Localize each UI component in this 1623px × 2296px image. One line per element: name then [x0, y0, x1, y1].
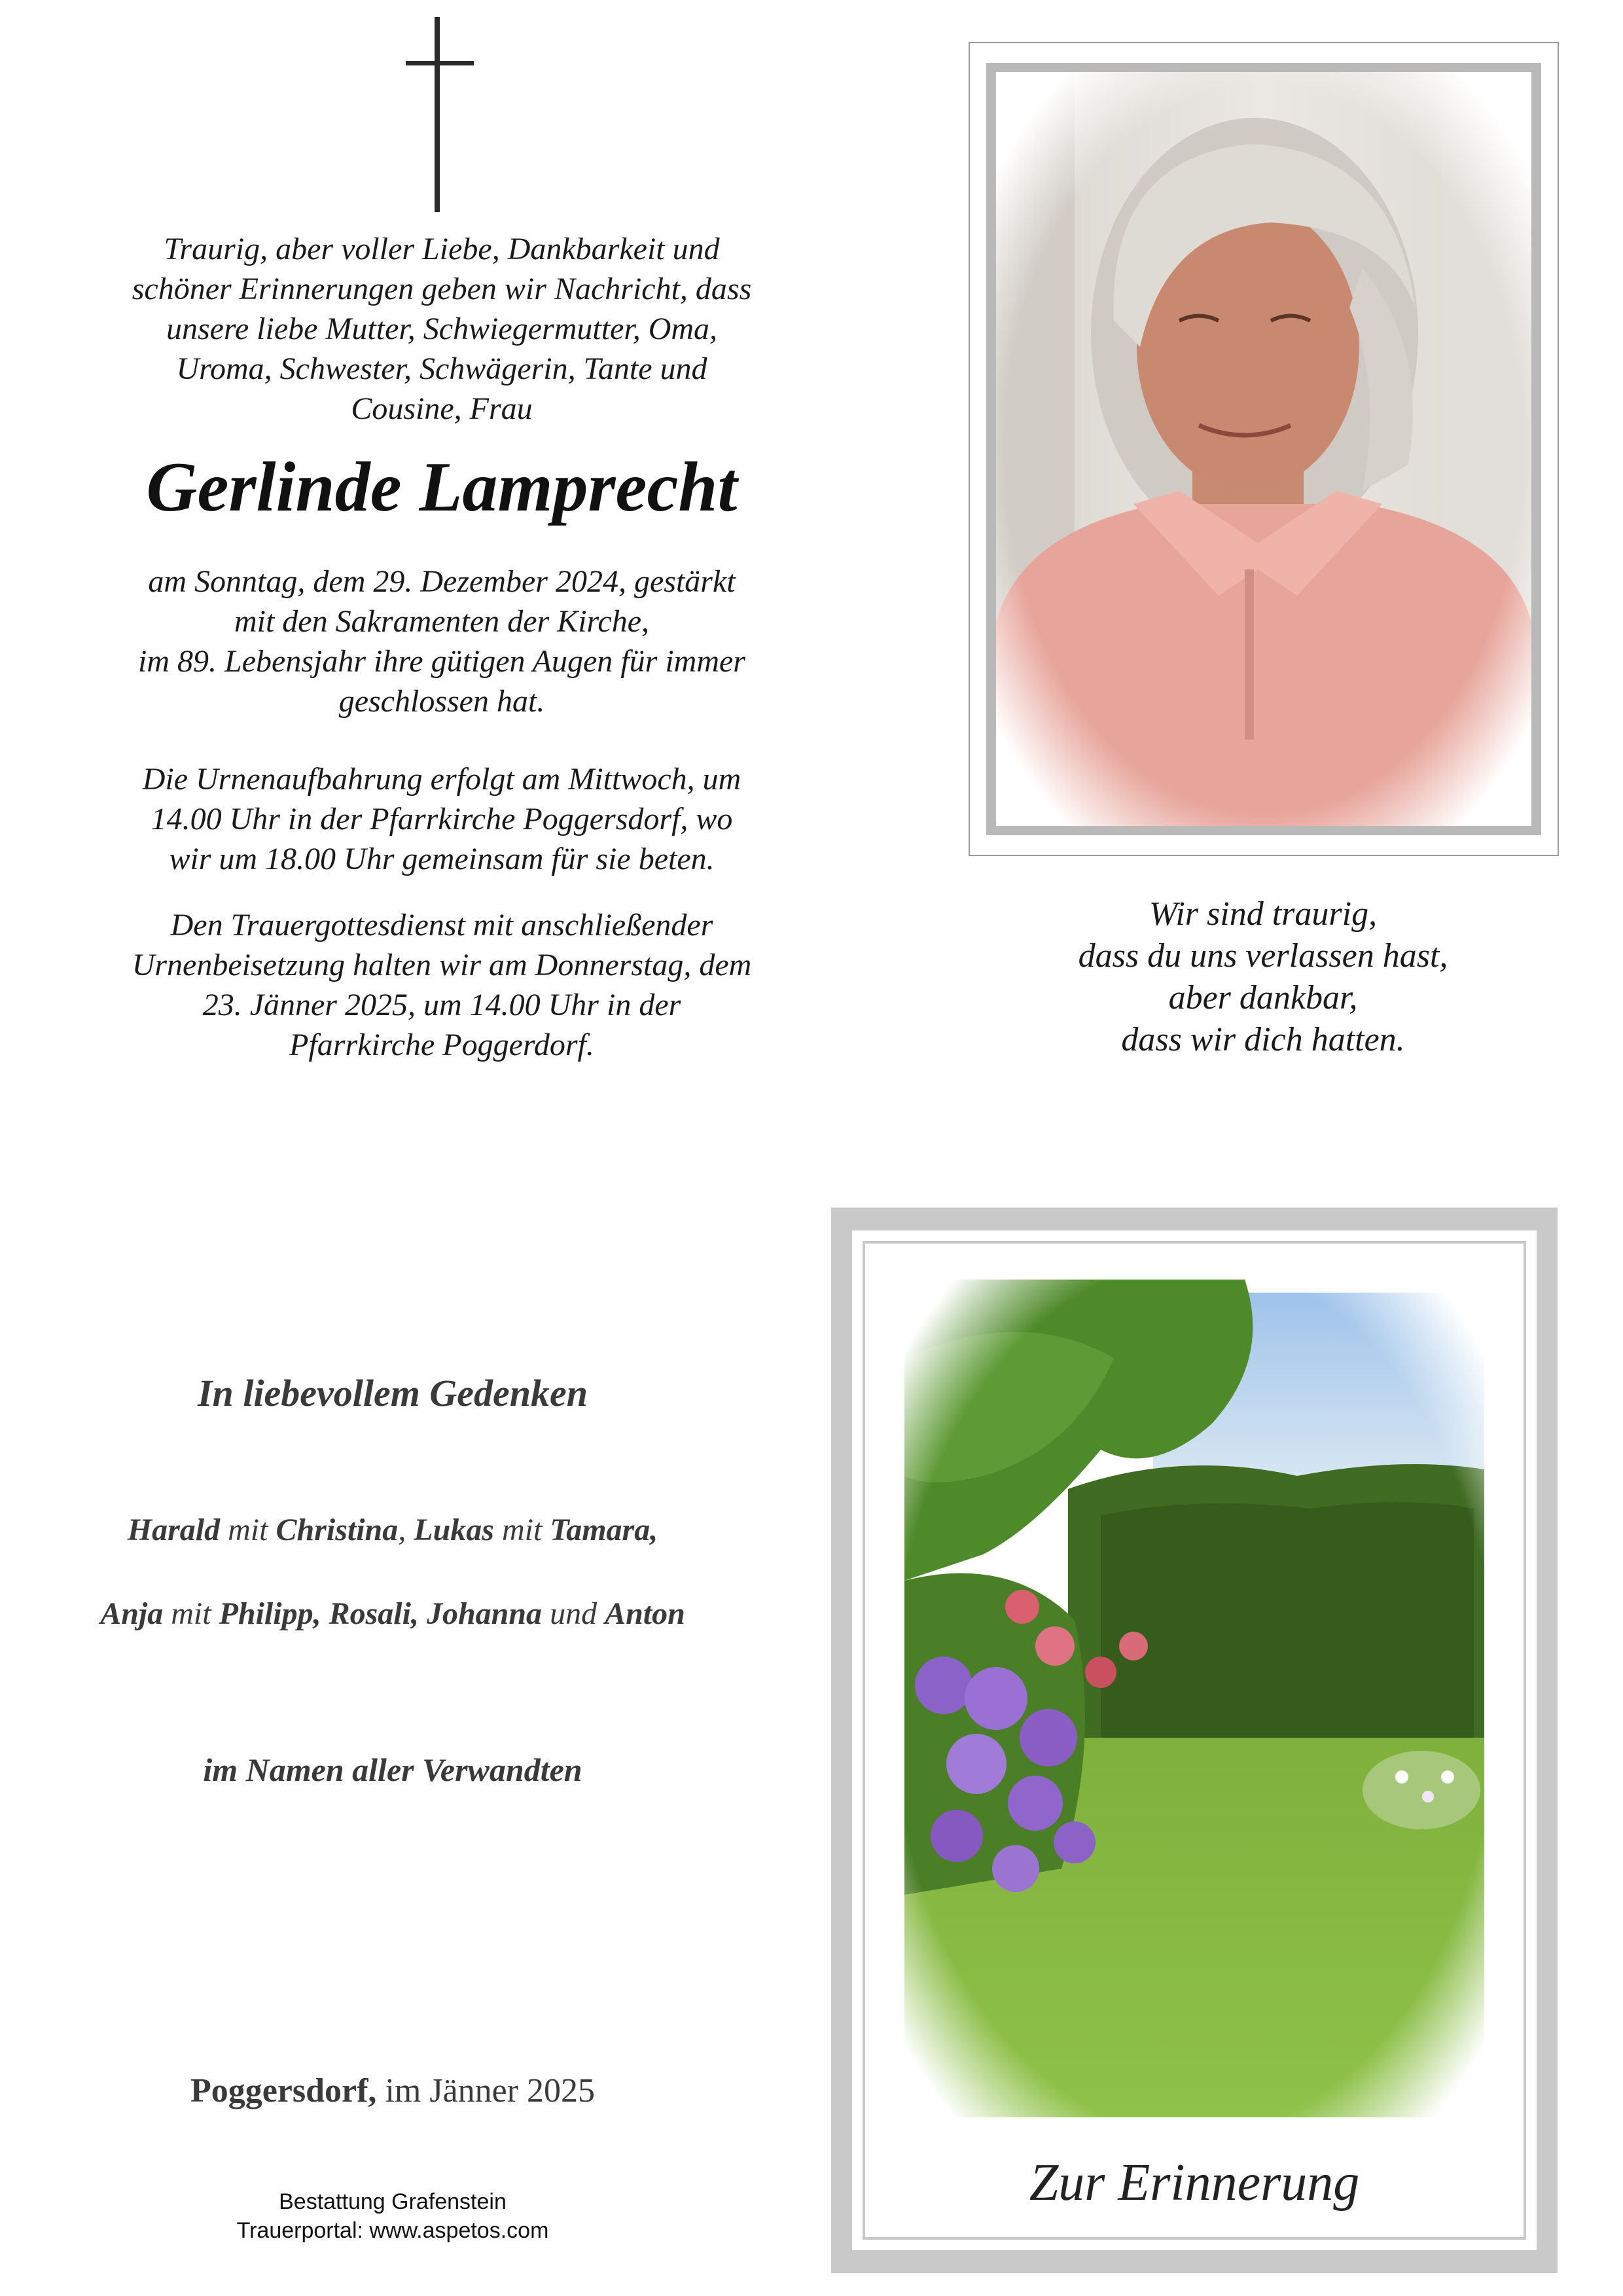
- deceased-name: Gerlinde Lamprecht: [146, 448, 738, 526]
- family-name: Anja: [100, 1596, 164, 1631]
- family-name: Harald: [127, 1513, 221, 1547]
- quote-line: dass du uns verlassen hast,: [1078, 937, 1448, 975]
- quote-line: Wir sind traurig,: [1149, 895, 1378, 933]
- death-line: geschlossen hat.: [338, 684, 545, 719]
- family-connector: mit: [163, 1596, 219, 1631]
- quote-line: dass wir dich hatten.: [1121, 1021, 1405, 1058]
- family-connector: mit: [493, 1513, 550, 1547]
- cross-icon-horizontal: [406, 61, 474, 65]
- relatives-line: im Namen aller Verwandten: [203, 1751, 582, 1788]
- undertaker-name: Bestattung Grafenstein: [279, 2189, 507, 2214]
- mass-line: Den Trauergottesdienst mit anschließender: [170, 908, 713, 942]
- portal-link[interactable]: Trauerportal: www.aspetos.com: [236, 2218, 549, 2243]
- portrait-photo: [996, 72, 1531, 826]
- family-name: Christina: [276, 1513, 399, 1547]
- urn-line: 14.00 Uhr in der Pfarrkirche Poggersdorf, wo: [151, 802, 733, 836]
- urn-viewing-notice: [72, 759, 812, 879]
- urn-line: wir um 18.00 Uhr gemeinsam für sie beten.: [169, 842, 715, 876]
- family-name: Tamara,: [550, 1513, 658, 1547]
- undertaker-info: [39, 2187, 746, 2245]
- death-line: am Sonntag, dem 29. Dezember 2024, gestärkt: [148, 564, 736, 599]
- intro-line: Cousine, Frau: [351, 391, 533, 426]
- family-name: Lukas: [414, 1513, 494, 1547]
- garden-illustration: [904, 1280, 1484, 2117]
- family-connector: ,: [398, 1513, 414, 1547]
- intro-line: unsere liebe Mutter, Schwiegermutter, Oma,: [166, 312, 718, 346]
- cross-icon-vertical: [435, 17, 440, 212]
- family-name: Anton: [605, 1596, 685, 1631]
- family-connector: und: [542, 1596, 605, 1631]
- intro-text: [72, 229, 812, 429]
- death-line: im 89. Lebensjahr ihre gütigen Augen für immer: [138, 644, 745, 679]
- mass-line: Urnenbeisetzung halten wir am Donnerstag, dem: [132, 948, 752, 982]
- intro-line: schöner Erinnerungen geben wir Nachricht, dass: [132, 272, 752, 306]
- garden-photo: [904, 1280, 1484, 2117]
- mass-line: 23. Jänner 2025, um 14.00 Uhr in der: [202, 988, 681, 1022]
- memorial-quote: [975, 893, 1551, 1061]
- family-connector: mit: [220, 1513, 276, 1547]
- funeral-mass-notice: [72, 905, 812, 1065]
- family-line-1: [26, 1512, 759, 1548]
- place-date: [39, 2072, 746, 2110]
- quote-line: aber dankbar,: [1168, 979, 1358, 1016]
- date-text: im Jänner 2025: [376, 2072, 596, 2109]
- mass-line: Pfarrkirche Poggerdorf.: [289, 1028, 594, 1062]
- family-name: Philipp, Rosali, Johanna: [219, 1596, 543, 1631]
- death-notice: [72, 562, 812, 721]
- portrait-illustration: [996, 72, 1531, 826]
- family-line-2: [26, 1596, 759, 1632]
- gedenken-heading: In liebevollem Gedenken: [197, 1372, 588, 1414]
- intro-line: Traurig, aber voller Liebe, Dankbarkeit und: [164, 232, 720, 266]
- card-caption: Zur Erinnerung: [1029, 2154, 1360, 2212]
- place-name: Poggersdorf,: [190, 2072, 377, 2109]
- urn-line: Die Urnenaufbahrung erfolgt am Mittwoch, um: [142, 762, 741, 797]
- intro-line: Uroma, Schwester, Schwägerin, Tante und: [176, 351, 707, 386]
- death-line: mit den Sakramenten der Kirche,: [234, 604, 650, 639]
